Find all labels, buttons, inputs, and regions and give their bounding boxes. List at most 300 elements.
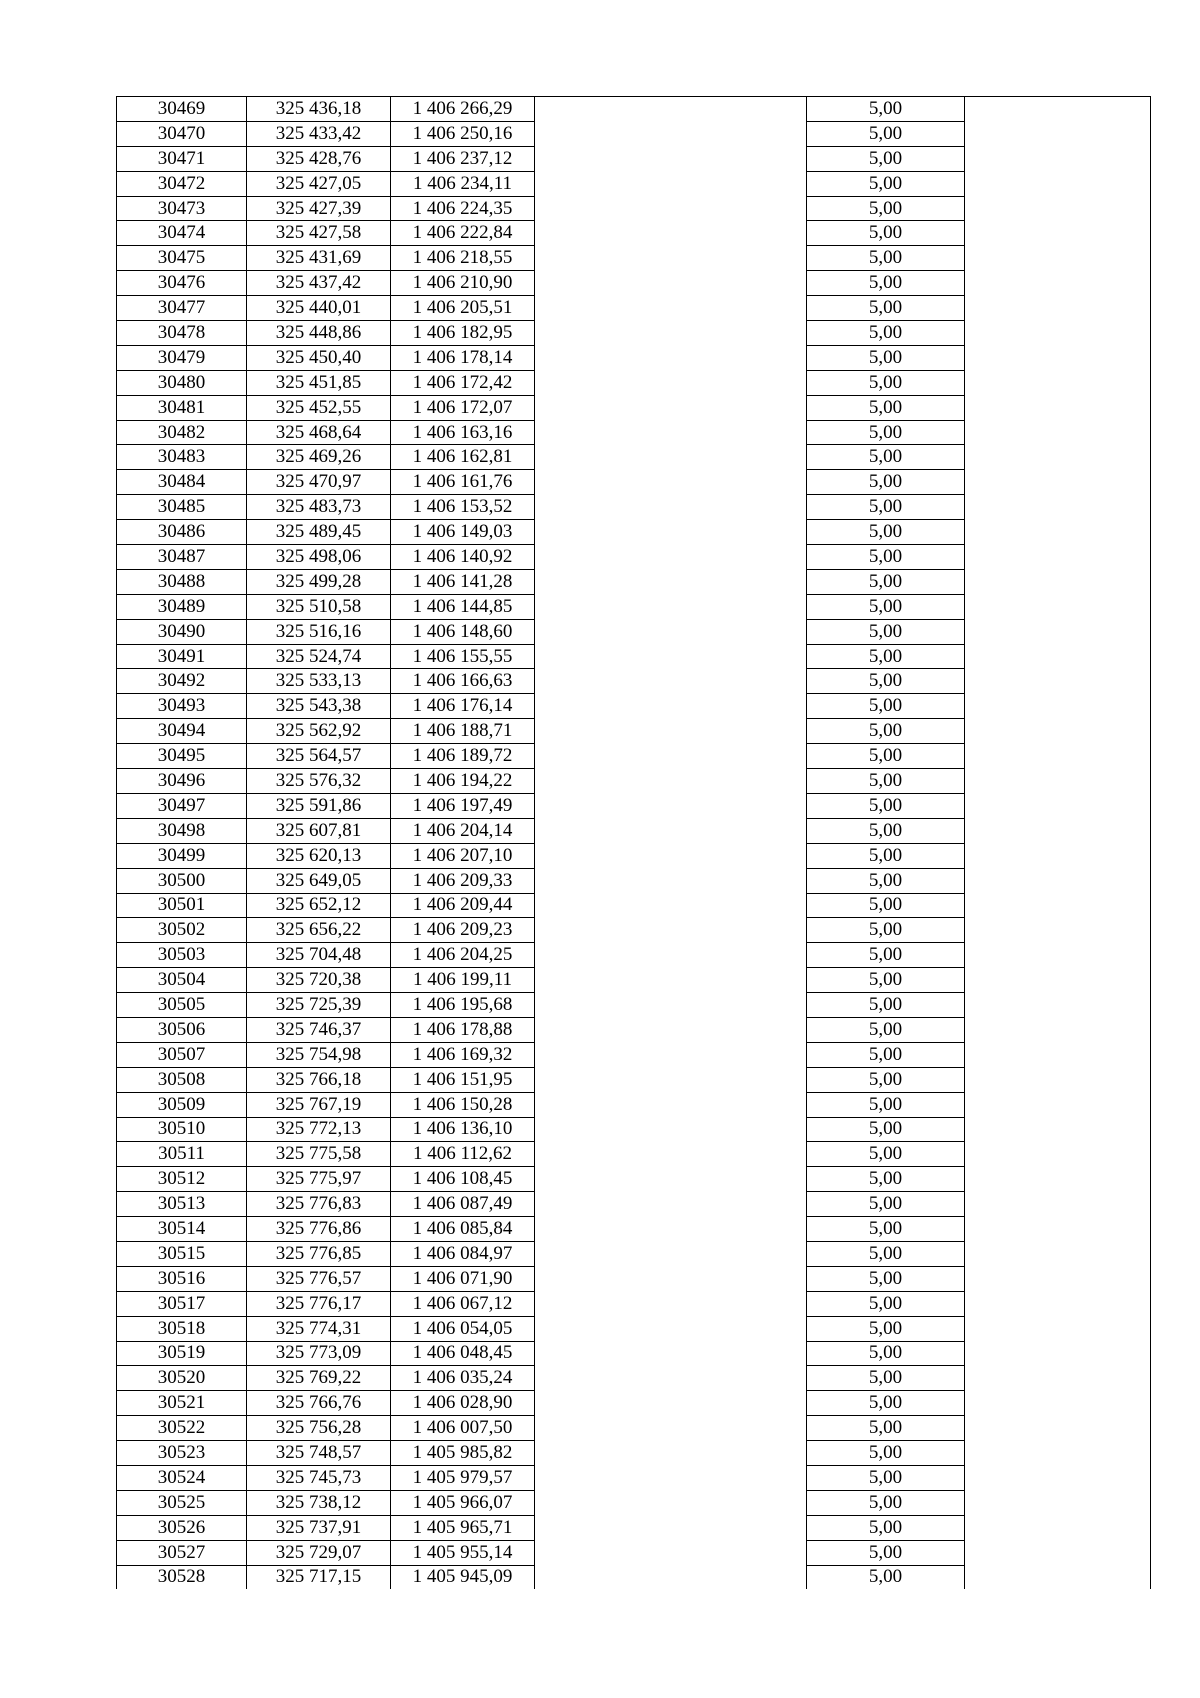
table-row <box>117 1192 1151 1217</box>
x-coordinate-cell: 325 756,28 <box>247 1416 391 1441</box>
value-cell: 5,00 <box>807 1017 965 1042</box>
empty-cell <box>965 1241 1151 1266</box>
value-cell: 5,00 <box>807 1167 965 1192</box>
table-row <box>117 1117 1151 1142</box>
x-coordinate-cell: 325 450,40 <box>247 345 391 370</box>
table-row <box>117 1391 1151 1416</box>
point-number-cell: 30514 <box>117 1217 247 1242</box>
empty-cell <box>535 271 807 296</box>
table-row <box>117 744 1151 769</box>
value-cell: 5,00 <box>807 993 965 1018</box>
y-coordinate-cell: 1 406 071,90 <box>391 1266 535 1291</box>
empty-cell <box>535 793 807 818</box>
y-coordinate-cell: 1 406 207,10 <box>391 843 535 868</box>
point-number-cell: 30518 <box>117 1316 247 1341</box>
table-row <box>117 1490 1151 1515</box>
table-row <box>117 445 1151 470</box>
x-coordinate-cell: 325 510,58 <box>247 594 391 619</box>
empty-cell <box>965 893 1151 918</box>
point-number-cell: 30478 <box>117 321 247 346</box>
table-row <box>117 246 1151 271</box>
empty-cell <box>535 868 807 893</box>
empty-cell <box>535 1416 807 1441</box>
x-coordinate-cell: 325 591,86 <box>247 793 391 818</box>
value-cell: 5,00 <box>807 470 965 495</box>
empty-cell <box>965 445 1151 470</box>
y-coordinate-cell: 1 406 163,16 <box>391 420 535 445</box>
x-coordinate-cell: 325 431,69 <box>247 246 391 271</box>
value-cell: 5,00 <box>807 769 965 794</box>
value-cell: 5,00 <box>807 271 965 296</box>
empty-cell <box>965 296 1151 321</box>
table-row <box>117 470 1151 495</box>
value-cell: 5,00 <box>807 171 965 196</box>
empty-cell <box>965 395 1151 420</box>
value-cell: 5,00 <box>807 669 965 694</box>
y-coordinate-cell: 1 406 194,22 <box>391 769 535 794</box>
point-number-cell: 30475 <box>117 246 247 271</box>
x-coordinate-cell: 325 776,86 <box>247 1217 391 1242</box>
point-number-cell: 30496 <box>117 769 247 794</box>
point-number-cell: 30493 <box>117 694 247 719</box>
empty-cell <box>535 1241 807 1266</box>
empty-cell <box>535 1391 807 1416</box>
empty-cell <box>965 1192 1151 1217</box>
empty-cell <box>535 1266 807 1291</box>
x-coordinate-cell: 325 533,13 <box>247 669 391 694</box>
empty-cell <box>535 1092 807 1117</box>
empty-cell <box>965 1042 1151 1067</box>
y-coordinate-cell: 1 406 150,28 <box>391 1092 535 1117</box>
coordinates-table-body <box>117 97 1151 1590</box>
empty-cell <box>535 893 807 918</box>
empty-cell <box>965 221 1151 246</box>
point-number-cell: 30472 <box>117 171 247 196</box>
empty-cell <box>535 1291 807 1316</box>
empty-cell <box>965 345 1151 370</box>
table-row <box>117 1042 1151 1067</box>
value-cell: 5,00 <box>807 445 965 470</box>
table-row <box>117 196 1151 221</box>
empty-cell <box>535 719 807 744</box>
value-cell: 5,00 <box>807 1142 965 1167</box>
empty-cell <box>965 1416 1151 1441</box>
x-coordinate-cell: 325 738,12 <box>247 1490 391 1515</box>
y-coordinate-cell: 1 406 172,07 <box>391 395 535 420</box>
y-coordinate-cell: 1 406 266,29 <box>391 97 535 122</box>
table-row <box>117 221 1151 246</box>
x-coordinate-cell: 325 516,16 <box>247 619 391 644</box>
table-row <box>117 818 1151 843</box>
empty-cell <box>535 769 807 794</box>
value-cell: 5,00 <box>807 420 965 445</box>
y-coordinate-cell: 1 406 222,84 <box>391 221 535 246</box>
empty-cell <box>535 445 807 470</box>
empty-cell <box>965 146 1151 171</box>
table-row <box>117 1291 1151 1316</box>
table-row <box>117 619 1151 644</box>
empty-cell <box>535 171 807 196</box>
point-number-cell: 30500 <box>117 868 247 893</box>
y-coordinate-cell: 1 406 205,51 <box>391 296 535 321</box>
empty-cell <box>965 968 1151 993</box>
value-cell: 5,00 <box>807 345 965 370</box>
empty-cell <box>965 1366 1151 1391</box>
point-number-cell: 30526 <box>117 1515 247 1540</box>
point-number-cell: 30476 <box>117 271 247 296</box>
value-cell: 5,00 <box>807 121 965 146</box>
table-row <box>117 1465 1151 1490</box>
empty-cell <box>535 943 807 968</box>
value-cell: 5,00 <box>807 569 965 594</box>
empty-cell <box>965 321 1151 346</box>
value-cell: 5,00 <box>807 1266 965 1291</box>
empty-cell <box>535 818 807 843</box>
empty-cell <box>535 246 807 271</box>
empty-cell <box>535 918 807 943</box>
value-cell: 5,00 <box>807 321 965 346</box>
value-cell: 5,00 <box>807 968 965 993</box>
value-cell: 5,00 <box>807 818 965 843</box>
empty-cell <box>535 1565 807 1589</box>
empty-cell <box>965 918 1151 943</box>
value-cell: 5,00 <box>807 296 965 321</box>
x-coordinate-cell: 325 720,38 <box>247 968 391 993</box>
empty-cell <box>965 470 1151 495</box>
point-number-cell: 30479 <box>117 345 247 370</box>
y-coordinate-cell: 1 406 155,55 <box>391 644 535 669</box>
value-cell: 5,00 <box>807 1117 965 1142</box>
point-number-cell: 30508 <box>117 1067 247 1092</box>
empty-cell <box>965 370 1151 395</box>
empty-cell <box>965 1266 1151 1291</box>
empty-cell <box>965 97 1151 122</box>
x-coordinate-cell: 325 452,55 <box>247 395 391 420</box>
empty-cell <box>535 196 807 221</box>
empty-cell <box>965 1465 1151 1490</box>
y-coordinate-cell: 1 406 176,14 <box>391 694 535 719</box>
x-coordinate-cell: 325 767,19 <box>247 1092 391 1117</box>
x-coordinate-cell: 325 427,58 <box>247 221 391 246</box>
y-coordinate-cell: 1 406 210,90 <box>391 271 535 296</box>
empty-cell <box>965 619 1151 644</box>
y-coordinate-cell: 1 406 162,81 <box>391 445 535 470</box>
empty-cell <box>535 345 807 370</box>
table-row <box>117 1416 1151 1441</box>
empty-cell <box>965 1441 1151 1466</box>
point-number-cell: 30527 <box>117 1540 247 1565</box>
point-number-cell: 30505 <box>117 993 247 1018</box>
empty-cell <box>965 271 1151 296</box>
empty-cell <box>965 420 1151 445</box>
empty-cell <box>535 843 807 868</box>
x-coordinate-cell: 325 776,17 <box>247 1291 391 1316</box>
y-coordinate-cell: 1 406 007,50 <box>391 1416 535 1441</box>
value-cell: 5,00 <box>807 1341 965 1366</box>
y-coordinate-cell: 1 406 149,03 <box>391 520 535 545</box>
y-coordinate-cell: 1 406 054,05 <box>391 1316 535 1341</box>
point-number-cell: 30506 <box>117 1017 247 1042</box>
value-cell: 5,00 <box>807 744 965 769</box>
empty-cell <box>965 1341 1151 1366</box>
y-coordinate-cell: 1 406 204,25 <box>391 943 535 968</box>
x-coordinate-cell: 325 652,12 <box>247 893 391 918</box>
value-cell: 5,00 <box>807 246 965 271</box>
empty-cell <box>965 1316 1151 1341</box>
point-number-cell: 30483 <box>117 445 247 470</box>
x-coordinate-cell: 325 564,57 <box>247 744 391 769</box>
empty-cell <box>535 694 807 719</box>
empty-cell <box>965 545 1151 570</box>
table-row <box>117 694 1151 719</box>
value-cell: 5,00 <box>807 1515 965 1540</box>
empty-cell <box>535 395 807 420</box>
x-coordinate-cell: 325 451,85 <box>247 370 391 395</box>
table-row <box>117 296 1151 321</box>
y-coordinate-cell: 1 406 237,12 <box>391 146 535 171</box>
point-number-cell: 30495 <box>117 744 247 769</box>
x-coordinate-cell: 325 754,98 <box>247 1042 391 1067</box>
empty-cell <box>535 1540 807 1565</box>
value-cell: 5,00 <box>807 1042 965 1067</box>
empty-cell <box>535 545 807 570</box>
y-coordinate-cell: 1 406 166,63 <box>391 669 535 694</box>
point-number-cell: 30474 <box>117 221 247 246</box>
table-row <box>117 271 1151 296</box>
x-coordinate-cell: 325 656,22 <box>247 918 391 943</box>
value-cell: 5,00 <box>807 644 965 669</box>
empty-cell <box>965 1291 1151 1316</box>
value-cell: 5,00 <box>807 1217 965 1242</box>
empty-cell <box>535 594 807 619</box>
y-coordinate-cell: 1 406 108,45 <box>391 1167 535 1192</box>
empty-cell <box>535 1167 807 1192</box>
x-coordinate-cell: 325 470,97 <box>247 470 391 495</box>
empty-cell <box>535 520 807 545</box>
empty-cell <box>535 221 807 246</box>
x-coordinate-cell: 325 607,81 <box>247 818 391 843</box>
empty-cell <box>965 569 1151 594</box>
y-coordinate-cell: 1 406 151,95 <box>391 1067 535 1092</box>
table-row <box>117 520 1151 545</box>
empty-cell <box>535 1341 807 1366</box>
x-coordinate-cell: 325 469,26 <box>247 445 391 470</box>
value-cell: 5,00 <box>807 1565 965 1589</box>
empty-cell <box>535 420 807 445</box>
x-coordinate-cell: 325 775,58 <box>247 1142 391 1167</box>
y-coordinate-cell: 1 405 985,82 <box>391 1441 535 1466</box>
table-row <box>117 644 1151 669</box>
table-row <box>117 769 1151 794</box>
value-cell: 5,00 <box>807 843 965 868</box>
point-number-cell: 30525 <box>117 1490 247 1515</box>
empty-cell <box>535 470 807 495</box>
table-row <box>117 321 1151 346</box>
empty-cell <box>535 296 807 321</box>
table-row <box>117 793 1151 818</box>
point-number-cell: 30469 <box>117 97 247 122</box>
y-coordinate-cell: 1 406 172,42 <box>391 370 535 395</box>
x-coordinate-cell: 325 776,83 <box>247 1192 391 1217</box>
y-coordinate-cell: 1 405 966,07 <box>391 1490 535 1515</box>
x-coordinate-cell: 325 483,73 <box>247 495 391 520</box>
coordinates-table <box>116 96 1151 1589</box>
value-cell: 5,00 <box>807 1366 965 1391</box>
table-row <box>117 420 1151 445</box>
empty-cell <box>965 868 1151 893</box>
x-coordinate-cell: 325 775,97 <box>247 1167 391 1192</box>
value-cell: 5,00 <box>807 1291 965 1316</box>
empty-cell <box>535 370 807 395</box>
point-number-cell: 30504 <box>117 968 247 993</box>
x-coordinate-cell: 325 433,42 <box>247 121 391 146</box>
value-cell: 5,00 <box>807 1391 965 1416</box>
table-row <box>117 1142 1151 1167</box>
table-row <box>117 1515 1151 1540</box>
value-cell: 5,00 <box>807 619 965 644</box>
x-coordinate-cell: 325 489,45 <box>247 520 391 545</box>
point-number-cell: 30521 <box>117 1391 247 1416</box>
table-row <box>117 1017 1151 1042</box>
empty-cell <box>965 943 1151 968</box>
point-number-cell: 30480 <box>117 370 247 395</box>
x-coordinate-cell: 325 498,06 <box>247 545 391 570</box>
value-cell: 5,00 <box>807 1241 965 1266</box>
empty-cell <box>535 1217 807 1242</box>
value-cell: 5,00 <box>807 520 965 545</box>
table-row <box>117 719 1151 744</box>
y-coordinate-cell: 1 406 197,49 <box>391 793 535 818</box>
y-coordinate-cell: 1 406 048,45 <box>391 1341 535 1366</box>
empty-cell <box>535 1142 807 1167</box>
point-number-cell: 30471 <box>117 146 247 171</box>
empty-cell <box>965 1540 1151 1565</box>
empty-cell <box>965 669 1151 694</box>
empty-cell <box>535 495 807 520</box>
value-cell: 5,00 <box>807 1092 965 1117</box>
x-coordinate-cell: 325 649,05 <box>247 868 391 893</box>
table-row <box>117 1540 1151 1565</box>
empty-cell <box>535 993 807 1018</box>
point-number-cell: 30510 <box>117 1117 247 1142</box>
point-number-cell: 30494 <box>117 719 247 744</box>
table-row <box>117 1241 1151 1266</box>
empty-cell <box>965 1490 1151 1515</box>
y-coordinate-cell: 1 406 188,71 <box>391 719 535 744</box>
table-row <box>117 868 1151 893</box>
table-row <box>117 146 1151 171</box>
x-coordinate-cell: 325 745,73 <box>247 1465 391 1490</box>
y-coordinate-cell: 1 406 250,16 <box>391 121 535 146</box>
y-coordinate-cell: 1 406 140,92 <box>391 545 535 570</box>
empty-cell <box>535 569 807 594</box>
point-number-cell: 30528 <box>117 1565 247 1589</box>
table-row <box>117 345 1151 370</box>
table-row <box>117 594 1151 619</box>
table-row <box>117 370 1151 395</box>
empty-cell <box>535 1017 807 1042</box>
x-coordinate-cell: 325 437,42 <box>247 271 391 296</box>
value-cell: 5,00 <box>807 1192 965 1217</box>
empty-cell <box>535 1515 807 1540</box>
value-cell: 5,00 <box>807 1465 965 1490</box>
y-coordinate-cell: 1 406 161,76 <box>391 470 535 495</box>
point-number-cell: 30477 <box>117 296 247 321</box>
x-coordinate-cell: 325 774,31 <box>247 1316 391 1341</box>
empty-cell <box>965 246 1151 271</box>
empty-cell <box>535 1042 807 1067</box>
y-coordinate-cell: 1 406 189,72 <box>391 744 535 769</box>
point-number-cell: 30523 <box>117 1441 247 1466</box>
point-number-cell: 30509 <box>117 1092 247 1117</box>
point-number-cell: 30497 <box>117 793 247 818</box>
value-cell: 5,00 <box>807 943 965 968</box>
value-cell: 5,00 <box>807 196 965 221</box>
point-number-cell: 30512 <box>117 1167 247 1192</box>
y-coordinate-cell: 1 405 955,14 <box>391 1540 535 1565</box>
empty-cell <box>965 1067 1151 1092</box>
table-row <box>117 669 1151 694</box>
point-number-cell: 30513 <box>117 1192 247 1217</box>
x-coordinate-cell: 325 543,38 <box>247 694 391 719</box>
table-row <box>117 395 1151 420</box>
point-number-cell: 30516 <box>117 1266 247 1291</box>
point-number-cell: 30520 <box>117 1366 247 1391</box>
empty-cell <box>965 1092 1151 1117</box>
y-coordinate-cell: 1 405 945,09 <box>391 1565 535 1589</box>
y-coordinate-cell: 1 406 182,95 <box>391 321 535 346</box>
empty-cell <box>965 769 1151 794</box>
point-number-cell: 30502 <box>117 918 247 943</box>
point-number-cell: 30488 <box>117 569 247 594</box>
point-number-cell: 30487 <box>117 545 247 570</box>
x-coordinate-cell: 325 776,85 <box>247 1241 391 1266</box>
table-row <box>117 943 1151 968</box>
empty-cell <box>535 669 807 694</box>
empty-cell <box>965 744 1151 769</box>
point-number-cell: 30491 <box>117 644 247 669</box>
empty-cell <box>535 97 807 122</box>
empty-cell <box>965 1565 1151 1589</box>
value-cell: 5,00 <box>807 1416 965 1441</box>
y-coordinate-cell: 1 406 085,84 <box>391 1217 535 1242</box>
empty-cell <box>965 171 1151 196</box>
y-coordinate-cell: 1 406 218,55 <box>391 246 535 271</box>
x-coordinate-cell: 325 448,86 <box>247 321 391 346</box>
y-coordinate-cell: 1 406 141,28 <box>391 569 535 594</box>
empty-cell <box>535 1067 807 1092</box>
x-coordinate-cell: 325 766,18 <box>247 1067 391 1092</box>
table-row <box>117 121 1151 146</box>
point-number-cell: 30501 <box>117 893 247 918</box>
empty-cell <box>535 121 807 146</box>
x-coordinate-cell: 325 428,76 <box>247 146 391 171</box>
x-coordinate-cell: 325 725,39 <box>247 993 391 1018</box>
point-number-cell: 30486 <box>117 520 247 545</box>
table-row <box>117 918 1151 943</box>
value-cell: 5,00 <box>807 694 965 719</box>
empty-cell <box>535 321 807 346</box>
value-cell: 5,00 <box>807 221 965 246</box>
y-coordinate-cell: 1 406 087,49 <box>391 1192 535 1217</box>
x-coordinate-cell: 325 773,09 <box>247 1341 391 1366</box>
y-coordinate-cell: 1 406 084,97 <box>391 1241 535 1266</box>
point-number-cell: 30507 <box>117 1042 247 1067</box>
x-coordinate-cell: 325 620,13 <box>247 843 391 868</box>
empty-cell <box>535 619 807 644</box>
x-coordinate-cell: 325 576,32 <box>247 769 391 794</box>
point-number-cell: 30524 <box>117 1465 247 1490</box>
